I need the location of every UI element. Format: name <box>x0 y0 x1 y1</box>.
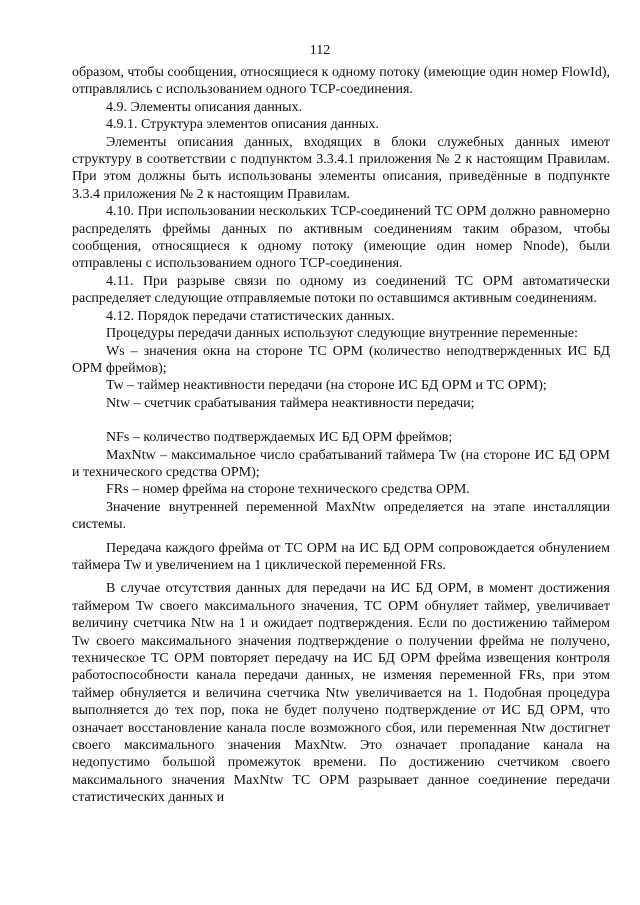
page-number: 112 <box>309 43 331 58</box>
section-heading-4-12: 4.12. Порядок передачи статистических данных. <box>106 308 395 324</box>
paragraph-maxntw-definition: Значение внутренней переменной MaxNtw определяется на этапе инсталляции системы. <box>72 499 610 533</box>
variable-maxntw: MaxNtw – максимальное число срабатываний таймера Tw (на стороне ИС БД ОРМ и технического средства ОРМ); <box>72 447 610 480</box>
paragraph-flowid-continuation: образом, чтобы сообщения, относящиеся к одному потоку (имеющие один номер FlowId), отправлялись с использованием одного TCP-соединения. <box>72 65 610 98</box>
paragraph-no-data-case: В случае отсутствия данных для передачи на ИС БД ОРМ, в момент достижения таймером Tw своего максимального значения, ТС ОРМ обнуляет таймер, увеличивает величину счетчика Ntw на 1 и ожидает подтверждения. Если по достижению таймером Tw своего максимального значения подтверждение о получении фрейма не получено, техническое ТС ОРМ повторяет передачу на ИС БД ОРМ фрейма извещения контроля работоспособности канала передачи данных, не изменяя переменной FRs, при этом таймер обнуляется и величина счетчика Ntw увеличивается на 1. Подобная процедура выполняется до тех пор, пока не будет получено подтверждение от ИС БД ОРМ, что означает восстановление канала после возможного сбоя, или переменная Ntw достигнет своего максимального значения MaxNtw. Это означает пропадание канала на недопустимо большой промежуток времени. По достижению счетчиком своего максимального значения MaxNtw ТС ОРМ разрывает данное соединение передачи статистических данных и <box>72 581 610 806</box>
section-heading-4-9-1: 4.9.1. Структура элементов описания данных. <box>106 117 379 133</box>
paragraph-description-elements: Элементы описания данных, входящих в блоки служебных данных имеют структуру в соответствии с подпунктом 3.3.4.1 приложения № 2 к настоящим Правилам. При этом должны быть использованы элементы описания, приведённые в подпункте 3.3.4 приложения № 2 к настоящим Правилам. <box>72 134 610 202</box>
paragraph-internal-variables-intro: Процедуры передачи данных используют следующие внутренние переменные: <box>106 326 579 342</box>
paragraph-frame-transmission: Передача каждого фрейма от ТС ОРМ на ИС БД ОРМ сопровождается обнулением таймера Tw и увеличением на 1 циклической переменной FRs. <box>72 540 610 573</box>
section-heading-4-9: 4.9. Элементы описания данных. <box>106 99 303 115</box>
document-body <box>72 64 610 807</box>
variable-ntw: Ntw – счетчик срабатывания таймера неактивности передачи; <box>106 395 475 411</box>
variable-ws: Ws – значения окна на стороне ТС ОРМ (количество неподтвержденных ИС БД ОРМ фреймов); <box>72 343 610 376</box>
paragraph-4-10: 4.10. При использовании нескольких TCP-соединений ТС ОРМ должно равномерно распределять фреймы данных по активным соединениям таким образом, чтобы сообщения, относящиеся к одному потоку (имеющие один номер Nnode), были отправлены с использованием одного TCP-соединения. <box>72 204 610 272</box>
paragraph-4-11: 4.11. При разрыве связи по одному из соединений ТС ОРМ автоматически распределяет следующие отправляемые потоки по оставшимся активным соединениям. <box>72 273 610 307</box>
variable-tw: Tw – таймер неактивности передачи (на стороне ИС БД ОРМ и ТС ОРМ); <box>106 378 547 394</box>
variable-nfs: NFs – количество подтверждаемых ИС БД ОРМ фреймов; <box>106 430 453 446</box>
variable-frs: FRs – номер фрейма на стороне технического средства ОРМ. <box>106 482 470 498</box>
